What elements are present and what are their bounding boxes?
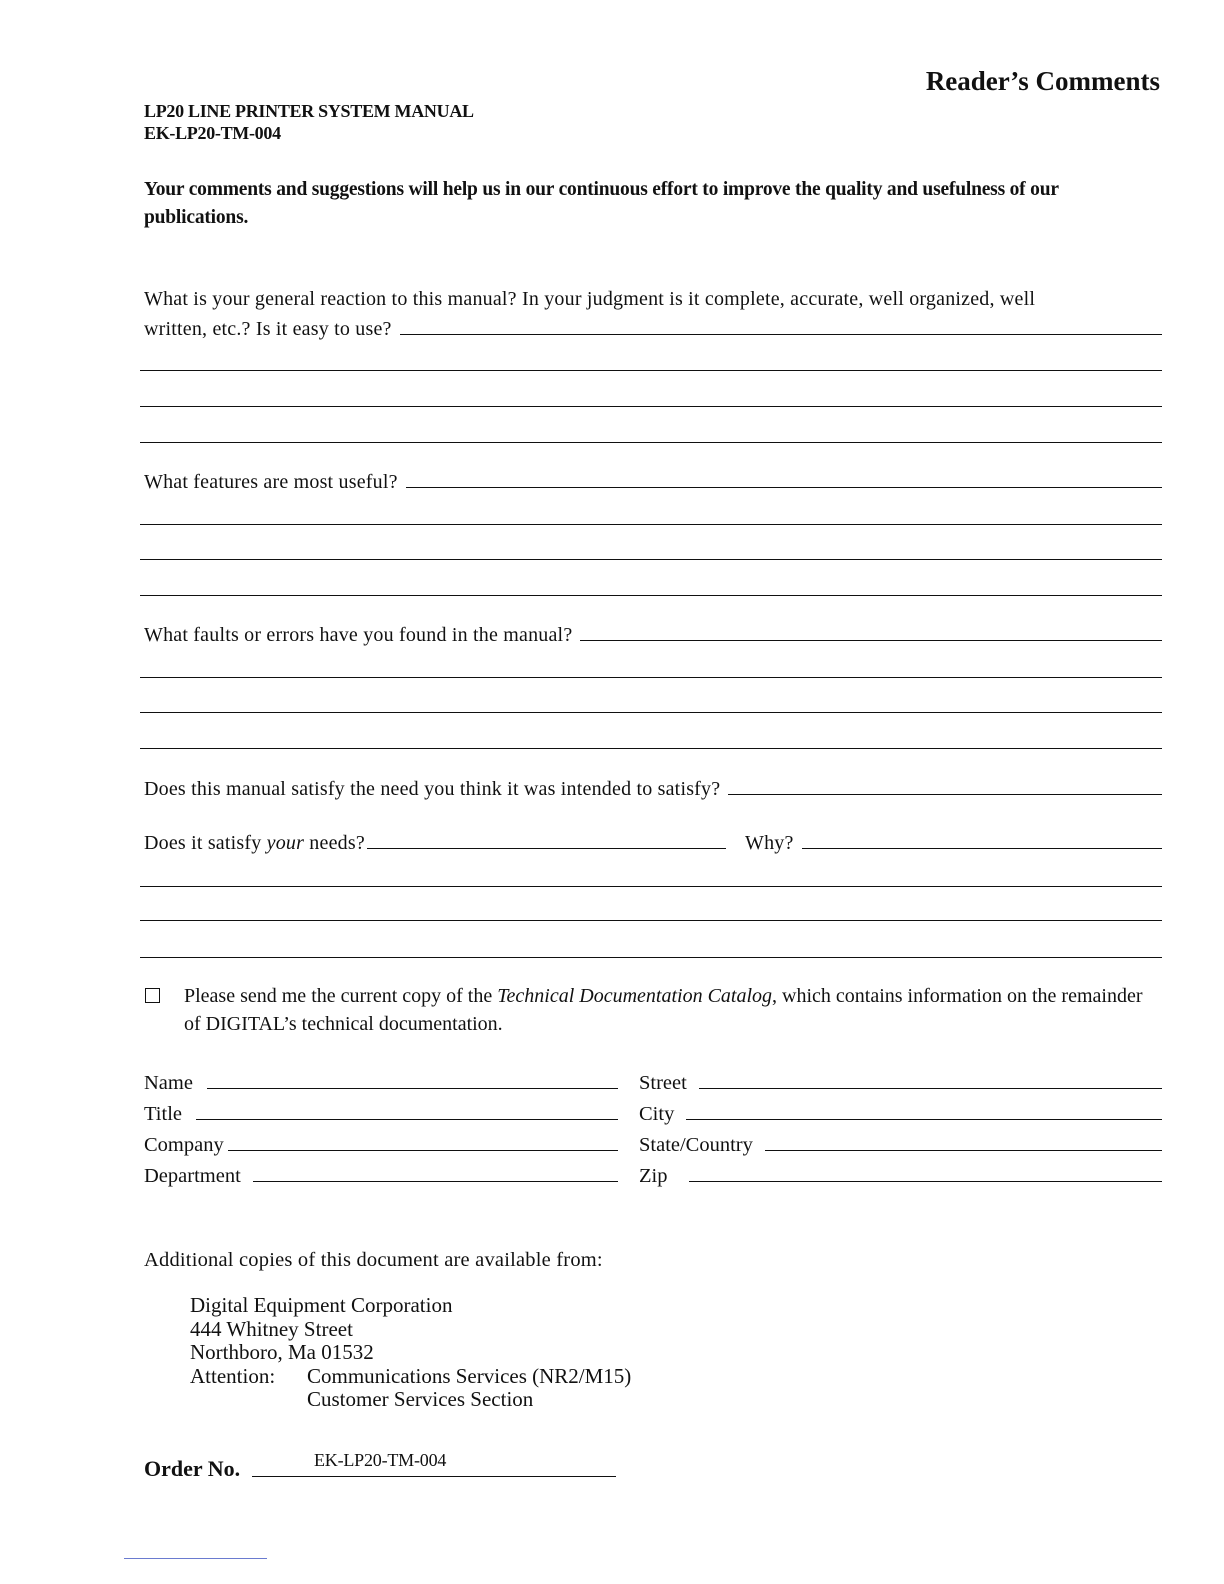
- answer-line[interactable]: [580, 620, 1162, 641]
- question-general-reaction-line2: written, etc.? Is it easy to use?: [144, 318, 392, 340]
- department-input[interactable]: [253, 1161, 618, 1182]
- answer-line[interactable]: [367, 828, 726, 849]
- question-your-needs-em: your: [266, 832, 305, 854]
- manual-info: [144, 100, 474, 144]
- copies-heading: Additional copies of this document are available from:: [144, 1249, 603, 1271]
- department-field[interactable]: [144, 1161, 618, 1188]
- question-intended-need: Does this manual satisfy the need you think it was intended to satisfy?: [144, 778, 721, 800]
- street-input[interactable]: [699, 1068, 1162, 1089]
- question-your-needs-pre: Does it satisfy: [144, 832, 267, 854]
- answer-row-intended-need[interactable]: [144, 774, 1162, 803]
- zip-label: Zip: [639, 1165, 668, 1187]
- state-country-field[interactable]: [639, 1130, 1162, 1157]
- answer-row-faults[interactable]: [144, 620, 1162, 649]
- company-label: Company: [144, 1134, 224, 1156]
- question-general-reaction: [144, 285, 1162, 313]
- scan-edge-mark: [124, 1558, 267, 1559]
- catalog-request-post: , which contains information on the remainder of DIGITAL’s technical documentation.: [184, 985, 1143, 1035]
- zip-field[interactable]: [639, 1161, 1162, 1188]
- city-label: City: [639, 1103, 675, 1125]
- answer-line[interactable]: [140, 406, 1162, 407]
- name-input[interactable]: [207, 1068, 618, 1089]
- question-general-reaction-line1: What is your general reaction to this manual? In your judgment is it complete, accurate, well organized, well: [144, 288, 1036, 310]
- answer-row-general-reaction[interactable]: [144, 314, 1162, 343]
- title-field[interactable]: [144, 1099, 618, 1126]
- order-number-line: [252, 1476, 616, 1477]
- manual-code: EK-LP20-TM-004: [144, 123, 281, 143]
- answer-row-your-needs[interactable]: [144, 828, 726, 857]
- company-input[interactable]: [228, 1130, 618, 1151]
- attention-line1: Communications Services (NR2/M15): [307, 1363, 632, 1388]
- mailing-address: [190, 1294, 631, 1412]
- name-label: Name: [144, 1072, 193, 1094]
- company-field[interactable]: [144, 1130, 618, 1157]
- catalog-request-text: [184, 982, 1162, 1038]
- answer-row-useful-features[interactable]: [144, 467, 1162, 496]
- answer-line[interactable]: [140, 559, 1162, 560]
- answer-line[interactable]: [400, 314, 1162, 335]
- state-country-input[interactable]: [765, 1130, 1162, 1151]
- answer-line[interactable]: [140, 748, 1162, 749]
- attention-line2: Customer Services Section: [307, 1387, 534, 1411]
- address-line-city: Northboro, Ma 01532: [190, 1340, 374, 1364]
- catalog-request-pre: Please send me the current copy of the: [184, 985, 498, 1007]
- address-attention: [190, 1365, 631, 1389]
- question-your-needs: [144, 829, 365, 857]
- answer-line[interactable]: [802, 828, 1162, 849]
- page-title: Reader’s Comments: [925, 66, 1160, 96]
- answer-row-why[interactable]: [745, 828, 1162, 857]
- city-input[interactable]: [686, 1099, 1162, 1120]
- answer-line[interactable]: [140, 886, 1162, 887]
- order-number-value: EK-LP20-TM-004: [314, 1450, 447, 1470]
- catalog-request-checkbox[interactable]: [145, 988, 160, 1003]
- answer-line[interactable]: [140, 595, 1162, 596]
- attention-label: Attention:: [190, 1363, 276, 1388]
- street-label: Street: [639, 1072, 687, 1094]
- catalog-title: Technical Documentation Catalog: [497, 985, 773, 1007]
- city-field[interactable]: [639, 1099, 1162, 1126]
- answer-line[interactable]: [140, 957, 1162, 958]
- name-field[interactable]: [144, 1068, 618, 1095]
- title-input[interactable]: [196, 1099, 618, 1120]
- department-label: Department: [144, 1165, 241, 1187]
- question-useful-features: What features are most useful?: [144, 471, 398, 493]
- answer-line[interactable]: [140, 712, 1162, 713]
- answer-line[interactable]: [406, 467, 1162, 488]
- answer-line[interactable]: [140, 677, 1162, 678]
- answer-line[interactable]: [140, 920, 1162, 921]
- answer-line[interactable]: [140, 370, 1162, 371]
- answer-line[interactable]: [140, 442, 1162, 443]
- state-country-label: State/Country: [639, 1134, 753, 1156]
- address-line-street: 444 Whitney Street: [190, 1316, 353, 1341]
- answer-line[interactable]: [140, 524, 1162, 525]
- question-faults: What faults or errors have you found in the manual?: [144, 624, 573, 646]
- title-label: Title: [144, 1103, 182, 1125]
- address-line-company: Digital Equipment Corporation: [190, 1293, 453, 1317]
- intro-text: Your comments and suggestions will help us in our continuous effort to improve the quality and usefulness of our publications.: [144, 179, 1059, 228]
- street-field[interactable]: [639, 1068, 1162, 1095]
- manual-name: LP20 LINE PRINTER SYSTEM MANUAL: [144, 101, 474, 121]
- question-your-needs-post: needs?: [304, 832, 365, 854]
- question-why: Why?: [745, 832, 794, 854]
- order-number-label: Order No.: [144, 1456, 241, 1481]
- zip-input[interactable]: [689, 1161, 1162, 1182]
- answer-line[interactable]: [728, 774, 1162, 795]
